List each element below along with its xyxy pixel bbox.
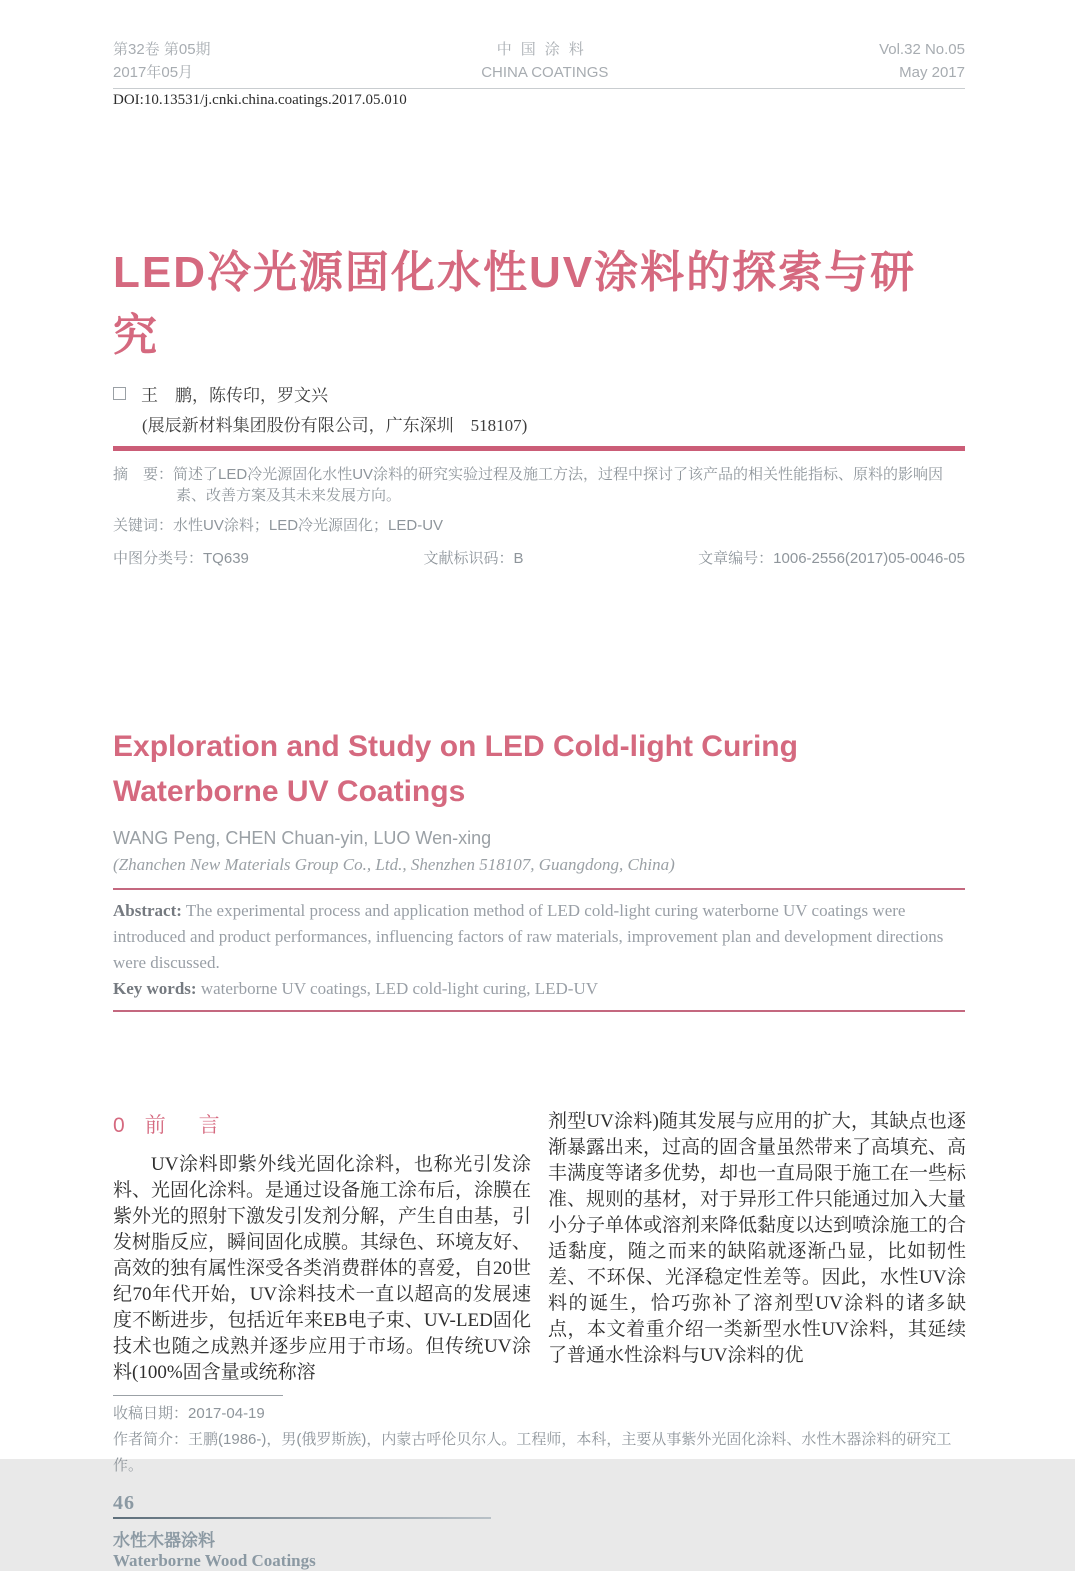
keywords-label-cn: 关键词：	[113, 517, 174, 534]
abstract-cn-line	[113, 464, 965, 506]
volume-issue-en: Vol.32 No.05	[879, 41, 965, 58]
clc-label: 中图分类号：	[113, 550, 204, 567]
received-date-line	[113, 1401, 965, 1427]
masthead-divider	[113, 88, 965, 89]
keywords-line-en	[113, 976, 965, 1002]
doi-line: DOI:10.13531/j.cnki.china.coatings.2017.05.010	[113, 92, 407, 108]
authors-cn: 王 鹏，陈传印，罗文兴	[141, 386, 328, 405]
bio-text: 王鹏(1986-)，男(俄罗斯族)，内蒙古呼伦贝尔人。工程师，本科，主要从事紫外光固化涂料、水性木器涂料的研究工作。	[113, 1431, 952, 1474]
clc-item	[113, 548, 249, 569]
doc-code-value: B	[513, 550, 524, 567]
classification-row	[113, 548, 965, 569]
page-number-rule	[113, 1517, 491, 1519]
bio-label: 作者简介：	[113, 1431, 189, 1448]
article-id-label: 文章编号：	[698, 550, 774, 567]
journal-name-en: CHINA COATINGS	[481, 64, 609, 81]
abstract-label-cn: 摘 要：	[113, 466, 174, 483]
footer-column-cn: 水性木器涂料	[113, 1531, 215, 1550]
volume-issue-cn: 第32卷 第05期	[113, 41, 211, 58]
journal-masthead	[113, 0, 965, 84]
body-columns	[113, 1109, 965, 1386]
article-id-value: 1006-2556(2017)05-0046-05	[773, 550, 965, 567]
body-paragraph-right: 剂型UV涂料)随其发展与应用的扩大，其缺点也逐渐暴露出来，过高的固含量虽然带来了高填充、高丰满度等诸多优势，却也一直局限于施工在一些标准、规则的基材，对于异形工件只能通过加入大量小分子单体或溶剂来降低黏度以达到喷涂施工的合适黏度，随之而来的缺陷就逐渐凸显，比如韧性差、不环保、光泽稳定性差等。因此，水性UV涂料的诞生，恰巧弥补了溶剂型UV涂料的诸多缺点，本文着重介绍一类新型水性UV涂料，其延续了普通水性涂料与UV涂料的优	[548, 1111, 967, 1366]
clc-value: TQ639	[203, 550, 249, 567]
page-number: 46	[113, 1492, 135, 1514]
abstract-en-bottom-rule	[113, 1010, 965, 1012]
footnote-separator	[113, 1395, 283, 1396]
affiliation-cn: (展辰新材料集团股份有限公司，广东深圳 518107)	[142, 416, 528, 435]
doc-code-item	[424, 548, 524, 569]
article-id-item	[698, 548, 965, 569]
abstract-en-line	[113, 898, 965, 976]
journal-name-cn: 中国涂料	[496, 41, 593, 58]
received-date: 2017-04-19	[188, 1405, 265, 1422]
masthead-journal-name	[481, 38, 608, 84]
section-heading	[113, 1109, 531, 1139]
body-column-left	[113, 1109, 531, 1386]
date-en: May 2017	[899, 64, 965, 81]
footnote-block	[113, 1395, 965, 1479]
article-title-cn: LED冷光源固化水性UV涂料的探索与研究	[113, 248, 917, 360]
article-title-en: Exploration and Study on LED Cold-light Curing Waterborne UV Coatings	[113, 730, 798, 808]
keywords-en: waterborne UV coatings, LED cold-light curing, LED-UV	[196, 979, 599, 998]
abstract-label-en: Abstract:	[113, 901, 182, 920]
masthead-volume-block-en	[879, 38, 965, 84]
authors-en: WANG Peng, CHEN Chuan-yin, LUO Wen-xing	[113, 828, 492, 848]
date-cn: 2017年05月	[113, 64, 194, 81]
keywords-label-en: Key words:	[113, 979, 197, 998]
keywords-line-cn	[113, 515, 965, 536]
footer-column-en: Waterborne Wood Coatings	[113, 1551, 316, 1570]
doc-code-label: 文献标识码：	[423, 550, 514, 567]
section-number: 0	[113, 1114, 125, 1137]
body-paragraph-left: UV涂料即紫外线光固化涂料，也称光引发涂料、光固化涂料。是通过设备施工涂布后，涂膜在紫外光的照射下激发引发剂分解，产生自由基，引发树脂反应，瞬间固化成膜。其绿色、环境友好、高效的独有属性深受各类消费群体的喜爱，自20世纪70年代开始，UV涂料技术一直以超高的发展速度不断进步，包括近年来EB电子束、UV-LED固化技术也随之成熟并逐步应用于市场。但传统UV涂料(100%固含量或统称溶	[113, 1154, 532, 1383]
body-column-right	[548, 1109, 966, 1369]
keywords-cn: 水性UV涂料；LED冷光源固化；LED-UV	[173, 517, 444, 534]
page-footer	[113, 1492, 965, 1571]
abstract-text-en: The experimental process and application method of LED cold-light curing waterborne UV coatings were introduced and product performances, influencing factors of raw materials, improvement plan and development directions were discussed.	[113, 901, 944, 972]
abstract-block-cn	[113, 464, 965, 569]
received-label: 收稿日期：	[113, 1405, 189, 1422]
author-box-icon	[113, 387, 126, 400]
abstract-block-en	[113, 890, 965, 1010]
affiliation-en: (Zhanchen New Materials Group Co., Ltd., Shenzhen 518107, Guangdong, China)	[113, 855, 675, 874]
section-title: 前言	[144, 1114, 253, 1137]
authors-row-cn	[113, 381, 965, 406]
abstract-text-cn: 简述了LED冷光源固化水性UV涂料的研究实验过程及施工方法，过程中探讨了该产品的相关性能指标、原料的影响因素、改善方案及其未来发展方向。	[173, 466, 944, 504]
author-bio-line	[113, 1427, 965, 1479]
title-divider-rule	[113, 446, 965, 451]
masthead-volume-block	[113, 38, 211, 84]
